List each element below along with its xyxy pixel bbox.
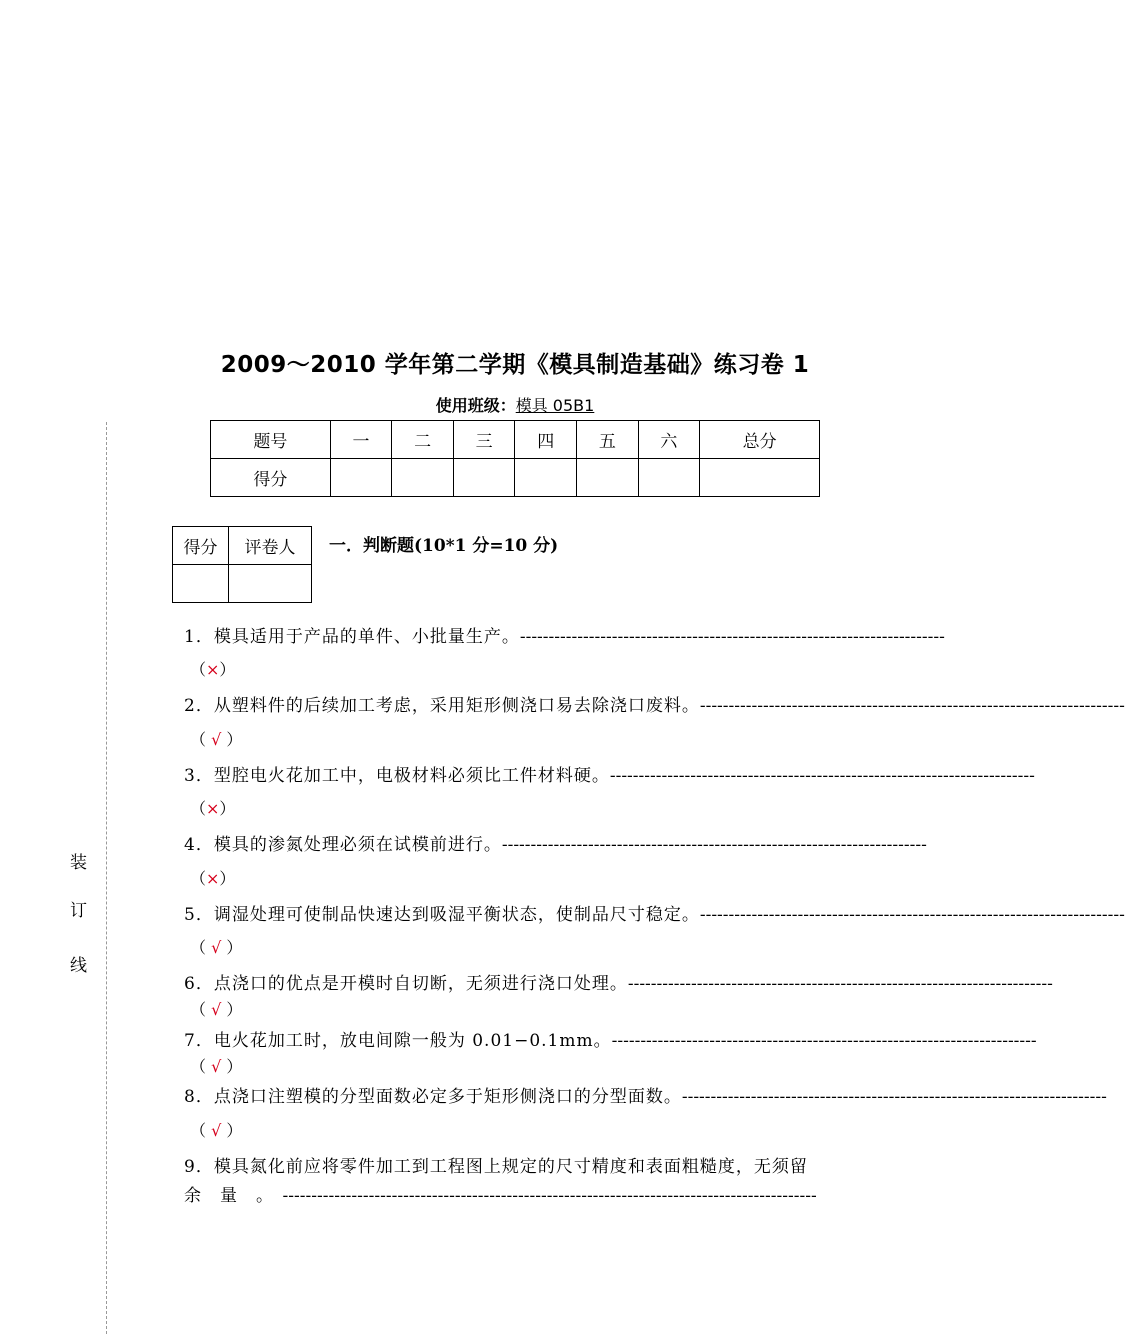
answer-mark: × [206, 869, 220, 888]
score-header-cell: 四 [515, 421, 577, 459]
answer-leader-dashes: -------------------------------------------------------------------------- [699, 905, 1125, 925]
question-text: 3．型腔电火花加工中，电极材料必须比工件材料硬。 [184, 766, 610, 786]
answer-leader-dashes: -------------------------------------------------------------------------- [681, 1087, 1107, 1107]
score-table-header-row [211, 421, 820, 459]
grader-name-cell[interactable] [228, 565, 311, 603]
answer-2: （ √ ） [190, 730, 243, 749]
answer-7: （ √ ） [190, 1057, 243, 1076]
answer-mark: √ [211, 1000, 222, 1019]
question-text: 7．电火花加工时，放电间隙一般为 0.01−0.1mm。 [184, 1031, 612, 1051]
answer-leader-dashes: --------------------------------------------------------------------------------------------- [265, 1186, 817, 1206]
grader-table [172, 526, 312, 603]
score-header-cell: 一 [330, 421, 392, 459]
answer-mark: √ [211, 1057, 222, 1076]
score-cell[interactable] [453, 459, 515, 497]
answer-mark: √ [211, 1121, 222, 1140]
question-text: 余 量 。 [184, 1186, 266, 1206]
class-label: 使用班级： [435, 396, 516, 415]
score-cell[interactable] [330, 459, 392, 497]
question-4 [184, 830, 927, 855]
question-9-continuation [184, 1181, 848, 1206]
answer-4: （×） [190, 869, 236, 888]
answer-1: （×） [190, 660, 236, 679]
score-cell[interactable] [392, 459, 454, 497]
answer-mark: × [206, 799, 220, 818]
question-text: 6．点浇口的优点是开模时自切断，无须进行浇口处理。 [184, 974, 628, 994]
exam-title: 2009～2010 学年第二学期《模具制造基础》练习卷 1 [220, 352, 810, 378]
question-text: 4．模具的渗氮处理必须在试模前进行。 [184, 835, 502, 855]
score-header-cell: 二 [392, 421, 454, 459]
class-line [0, 393, 1030, 416]
question-6 [184, 969, 1053, 994]
score-header-cell: 题号 [211, 421, 331, 459]
question-2 [184, 691, 1125, 716]
question-text: 1．模具适用于产品的单件、小批量生产。 [184, 627, 520, 647]
answer-leader-dashes: -------------------------------------------------------------------------- [627, 974, 1053, 994]
answer-leader-dashes: -------------------------------------------------------------------------- [611, 1031, 1037, 1051]
answer-leader-dashes: -------------------------------------------------------------------------- [699, 696, 1125, 716]
score-table [210, 420, 820, 497]
binding-char-2: 订 [70, 901, 87, 921]
question-text: 2．从塑料件的后续加工考虑，采用矩形侧浇口易去除浇口废料。 [184, 696, 700, 716]
score-table-score-row [211, 459, 820, 497]
score-header-cell: 总分 [700, 421, 820, 459]
score-header-cell: 五 [577, 421, 639, 459]
score-cell[interactable] [700, 459, 820, 497]
grader-header-cell: 得分 [173, 527, 229, 565]
score-header-cell: 三 [453, 421, 515, 459]
answer-leader-dashes: -------------------------------------------------------------------------- [501, 835, 927, 855]
answer-leader-dashes: -------------------------------------------------------------------------- [609, 766, 1035, 786]
answer-mark: × [206, 660, 220, 679]
question-7 [184, 1026, 1037, 1051]
answer-mark: √ [211, 730, 222, 749]
question-text: 5．调湿处理可使制品快速达到吸湿平衡状态，使制品尺寸稳定。 [184, 905, 700, 925]
grader-row [173, 565, 312, 603]
question-8 [184, 1082, 1107, 1107]
score-cell[interactable] [577, 459, 639, 497]
score-cell[interactable] [515, 459, 577, 497]
answer-5: （ √ ） [190, 938, 243, 957]
grader-score-cell[interactable] [173, 565, 229, 603]
question-3 [184, 761, 1035, 786]
score-header-cell: 六 [638, 421, 700, 459]
answer-6: （ √ ） [190, 1000, 243, 1019]
binding-line [106, 422, 107, 1334]
binding-char-1: 装 [70, 853, 87, 873]
class-value: 模具 05B1 [515, 396, 595, 415]
grader-header-row [173, 527, 312, 565]
answer-8: （ √ ） [190, 1121, 243, 1140]
answer-mark: √ [211, 938, 222, 957]
score-row-label: 得分 [211, 459, 331, 497]
question-text: 8．点浇口注塑模的分型面数必定多于矩形侧浇口的分型面数。 [184, 1087, 682, 1107]
score-cell[interactable] [638, 459, 700, 497]
answer-3: （×） [190, 799, 236, 818]
binding-char-3: 线 [70, 956, 87, 976]
question-1 [184, 622, 945, 647]
answer-leader-dashes: -------------------------------------------------------------------------- [519, 627, 945, 647]
question-9: 9．模具氮化前应将零件加工到工程图上规定的尺寸精度和表面粗糙度，无须留 [184, 1157, 808, 1177]
section-title: 一．判断题(10*1 分=10 分) [329, 536, 559, 556]
question-5 [184, 900, 1125, 925]
grader-header-cell: 评卷人 [228, 527, 311, 565]
